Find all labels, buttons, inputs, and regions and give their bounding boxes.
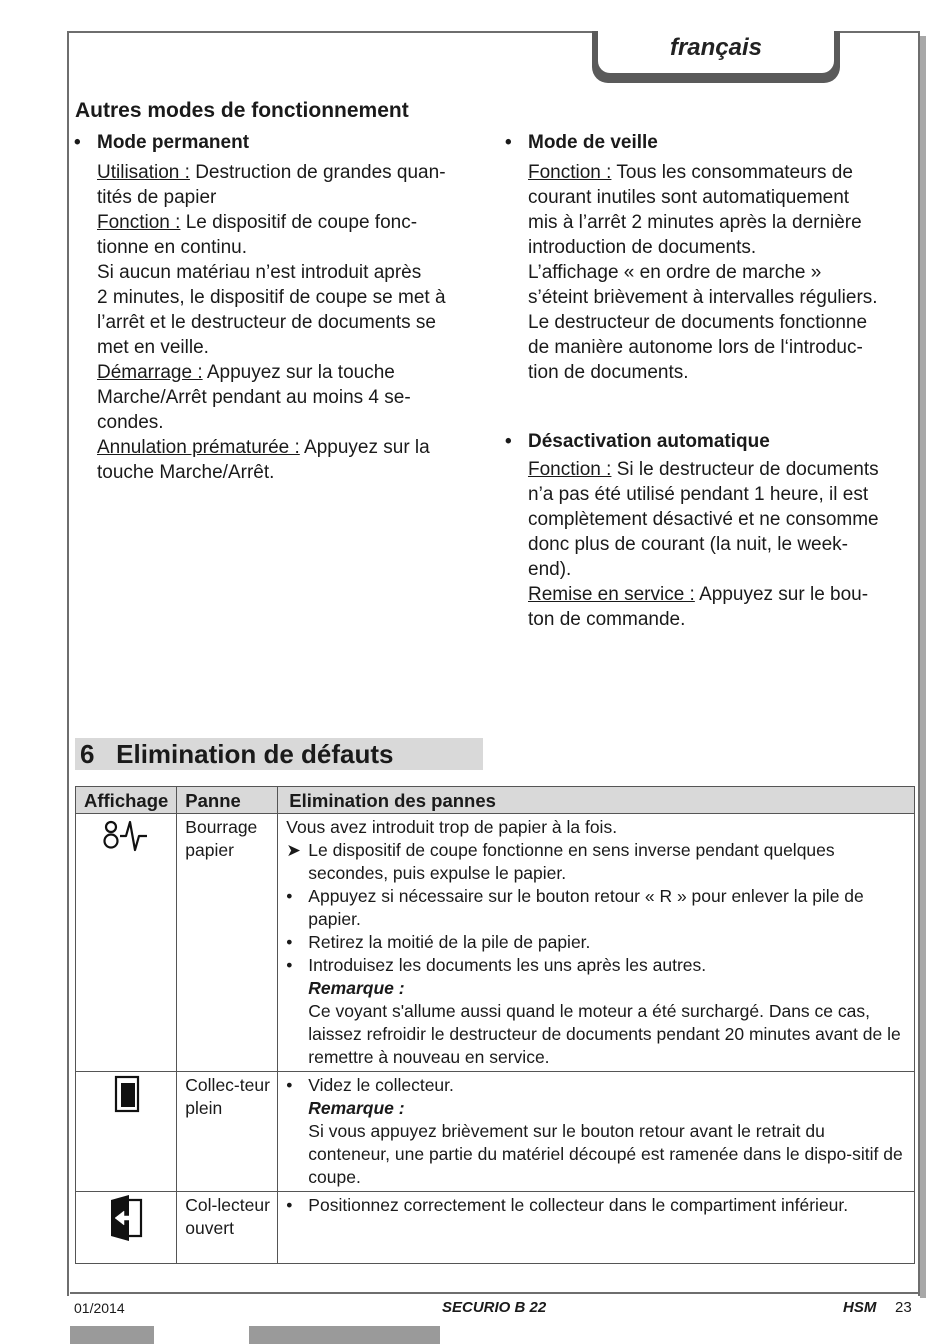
door-open-icon xyxy=(107,1194,147,1242)
remedy-cell: • Videz le collecteur. Remarque : Si vous appuyez brièvement sur le bouton retour avant le retrait du conteneur, une partie du matériel découpé est ramenée dans le dispo-sitif de coupe. xyxy=(278,1072,915,1192)
mode-permanent-body: Utilisation : Destruction de grandes quan- tités de papier Fonction : Le dispositif de coupe fonc- tionne en continu. Si aucun matériau n’est introduit après 2 minutes, le dispositif de coupe se met à l’arrêt et le destructeur de documents se met en veille. Démarrage : Appuyez sur la touche Marche/Arrêt pendant au moins 4 se- condes. Annulation prématurée : Appuyez sur la touche Marche/Arrêt. xyxy=(97,162,446,483)
page-number: 23 xyxy=(895,1299,912,1316)
footer-model: SECURIO B 22 xyxy=(442,1299,547,1316)
brand-logo: HSM xyxy=(843,1299,877,1316)
bin-full-icon xyxy=(112,1074,142,1114)
table-header-row xyxy=(76,787,915,814)
footer-rule xyxy=(70,1292,920,1294)
frame-shadow xyxy=(920,36,926,1298)
mode-permanent-heading: • Mode permanent xyxy=(74,132,250,153)
language-label: français xyxy=(669,34,763,61)
mode-veille-heading: • Mode de veille xyxy=(505,132,658,153)
troubleshooting-table xyxy=(75,786,915,1264)
display-cell xyxy=(76,1192,177,1264)
footer-date: 01/2014 xyxy=(74,1300,125,1316)
bottom-bar-left xyxy=(70,1326,154,1344)
fault-label: Collec-teur plein xyxy=(177,1072,278,1192)
left-column xyxy=(74,130,489,485)
col-header-affichage: Affichage xyxy=(76,787,177,814)
bottom-bar-mid xyxy=(249,1326,440,1344)
fault-label: Bourrage papier xyxy=(177,814,278,1072)
chapter-title: 6 Elimination de défauts xyxy=(80,739,394,769)
fault-label: Col-lecteur ouvert xyxy=(177,1192,278,1264)
desactivation-body: Fonction : Si le destructeur de documents n’a pas été utilisé pendant 1 heure, il est complètement désactivé et ne consomme donc plus de courant (la nuit, le week- end). Remise en service : Appuyez sur le bou- ton de commande. xyxy=(528,459,879,630)
display-cell xyxy=(76,814,177,1072)
table-row xyxy=(76,1192,915,1264)
paper-jam-icon xyxy=(103,816,151,856)
remedy-cell: Vous avez introduit trop de papier à la fois. ➤ Le dispositif de coupe fonctionne en sens inverse pendant quelques secondes, puis expulse le papier. • Appuyez si nécessaire sur le bouton retour « R » pour enlever la pile de papier. • Retirez la moitié de la pile de papier. • Introduisez les documents les uns après les autres. Remarque : Ce voyant s'allume aussi quand le moteur a été surchargé. Dans ce cas, laissez refroidir le destructeur de documents pendant 20 minutes avant de le remettre à nouveau en service. xyxy=(278,814,915,1072)
table-row xyxy=(76,814,915,1072)
col-header-elimination: Elimination des pannes xyxy=(278,787,915,814)
remedy-cell: • Positionnez correctement le collecteur dans le compartiment inférieur. xyxy=(278,1192,915,1264)
right-column xyxy=(505,130,915,632)
section-title: Autres modes de fonctionnement xyxy=(75,99,409,122)
table-row xyxy=(76,1072,915,1192)
col-header-panne: Panne xyxy=(177,787,278,814)
display-cell xyxy=(76,1072,177,1192)
desactivation-heading: • Désactivation automatique xyxy=(505,431,770,452)
mode-veille-body: Fonction : Tous les consommateurs de courant inutiles sont automatiquement mis à l’arrêt 2 minutes après la dernière introduction de documents. L’affichage « en ordre de marche » s’éteint brièvement à intervalles réguliers. Le destructeur de documents fonctionne de manière autonome lors de l‘introduc- tion de documents. xyxy=(528,162,878,383)
